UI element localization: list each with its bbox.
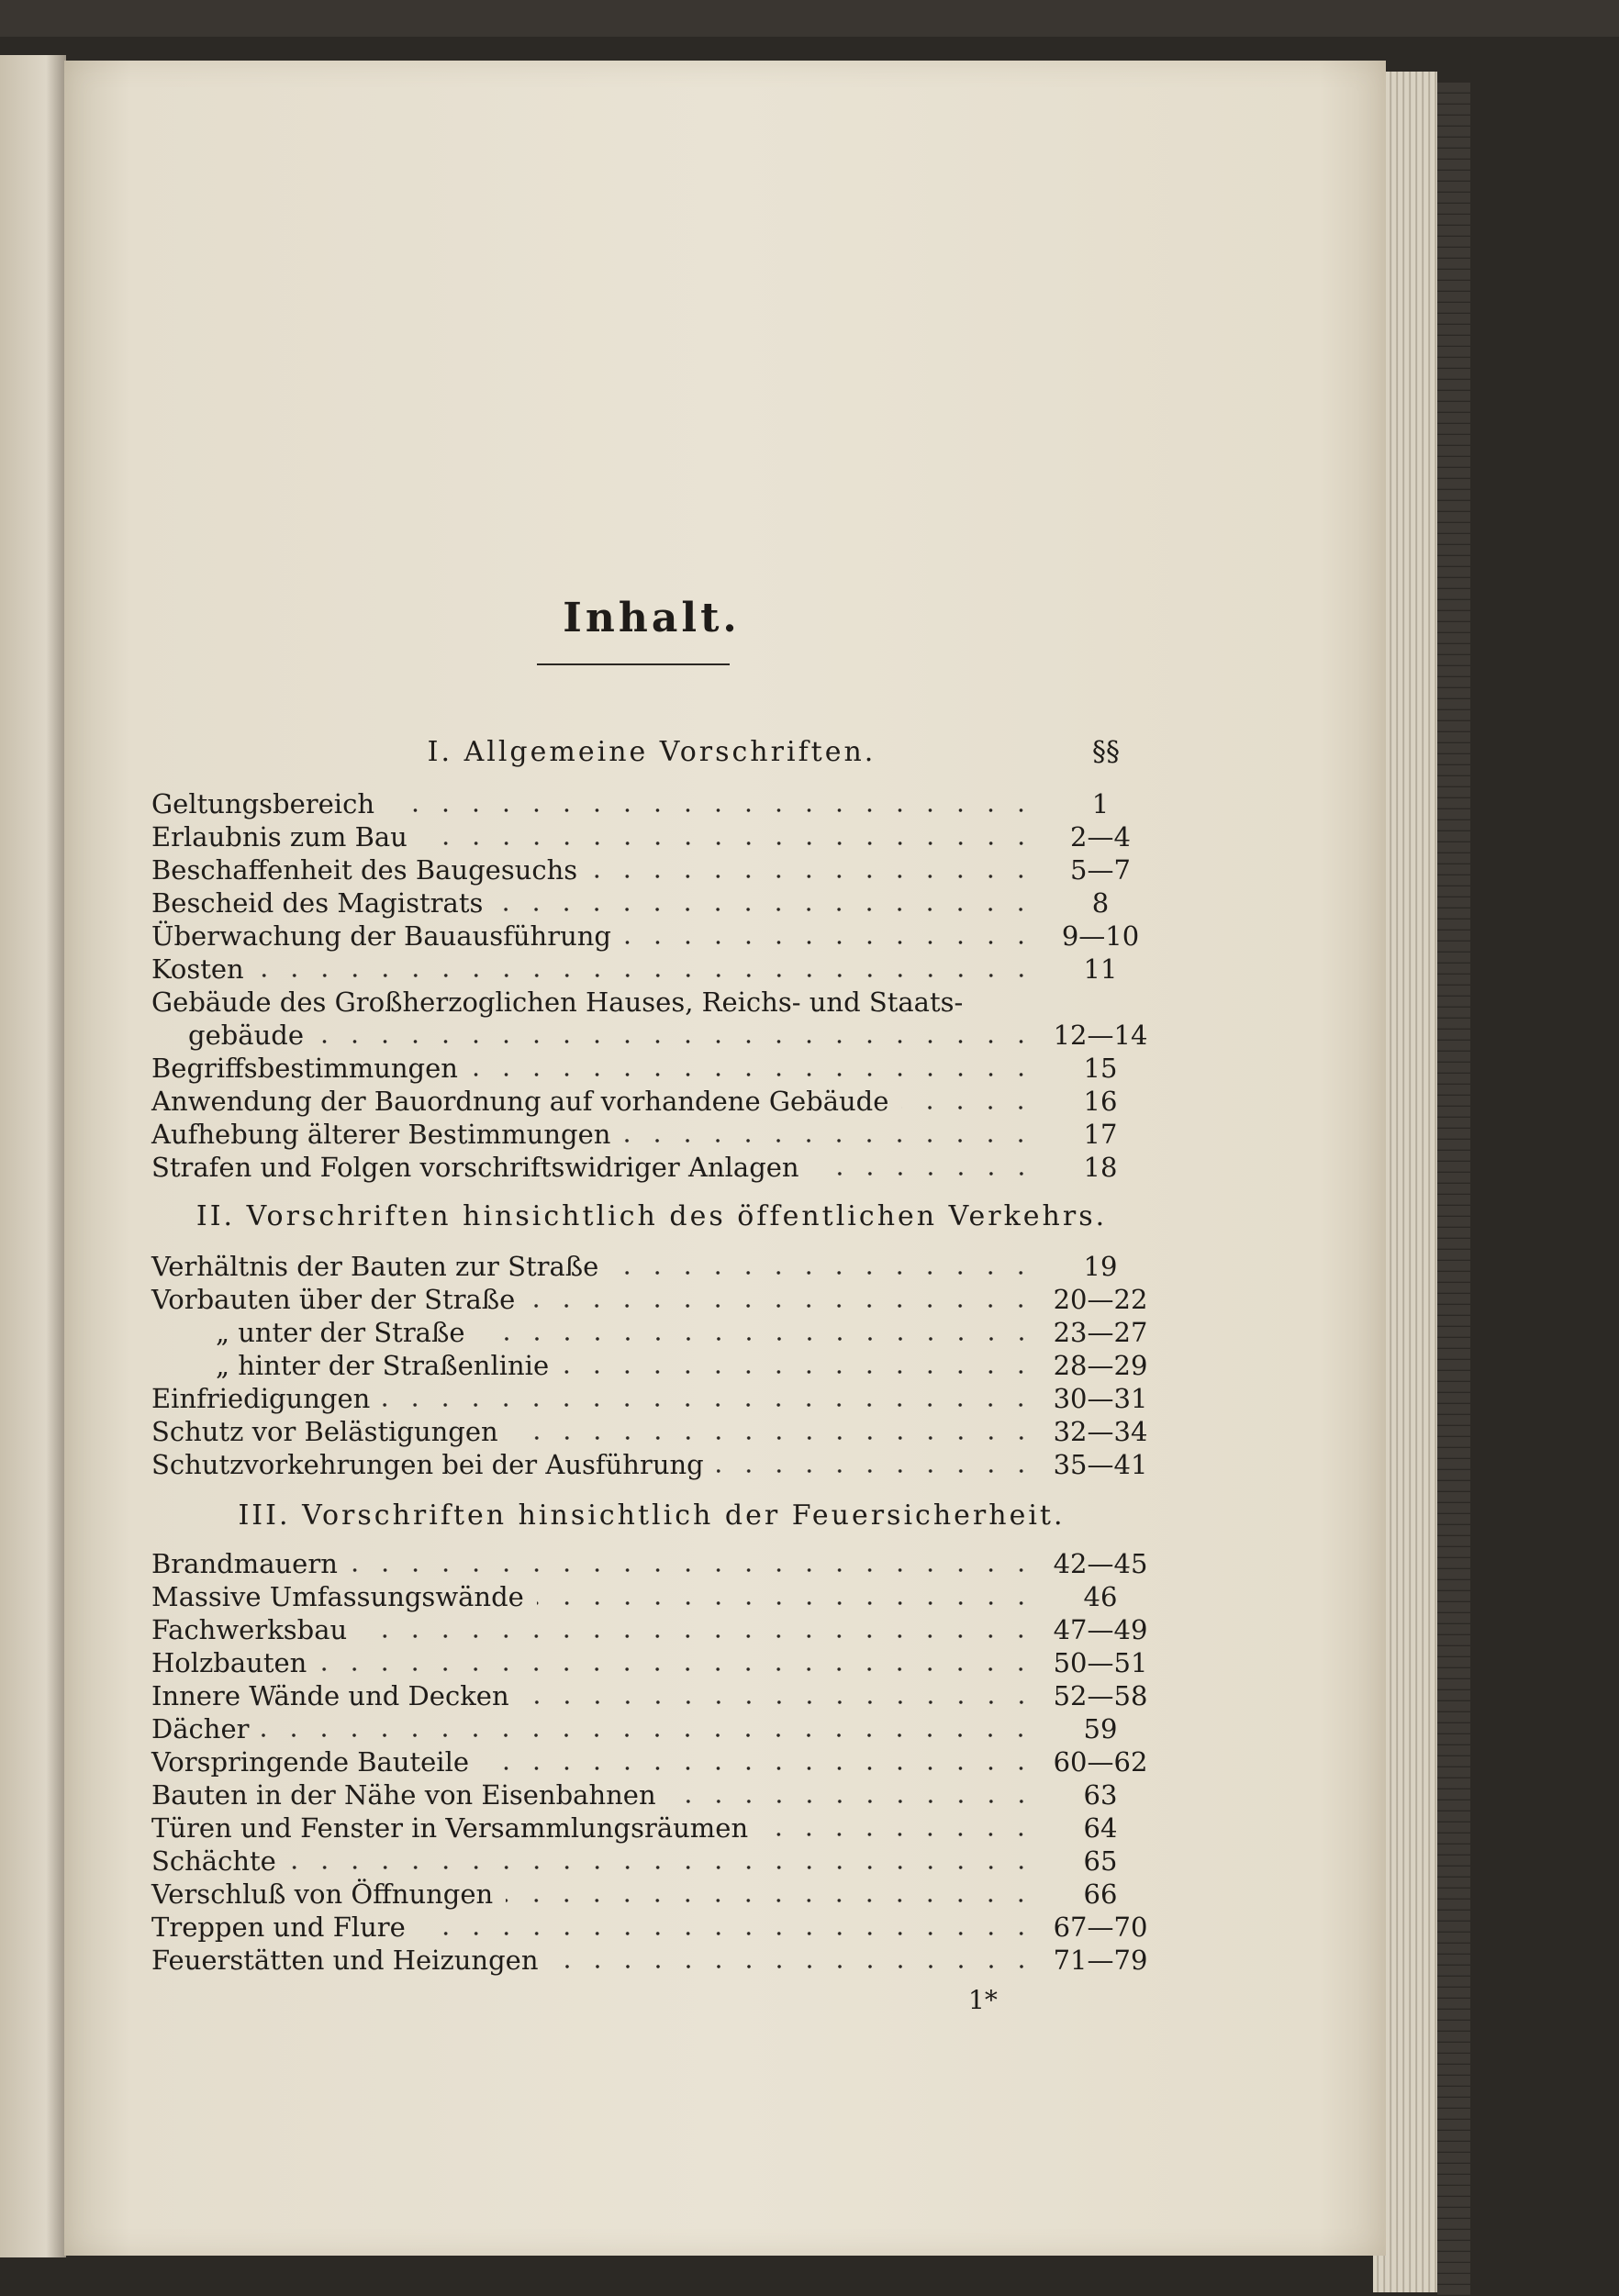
entry-label: Vorbauten über der Straße (151, 1284, 516, 1315)
toc-entry (151, 1151, 1152, 1184)
toc-entry (151, 1547, 1152, 1580)
entry-paragraphs: 28—29 (1053, 1350, 1148, 1381)
toc-entry (151, 1382, 1152, 1415)
toc-entry (151, 1085, 1152, 1118)
dot-leader (387, 808, 1036, 812)
dot-leader (319, 1667, 1036, 1671)
paragraph-column-heading: §§ (1092, 736, 1120, 768)
entry-label: Verschluß von Öffnungen (151, 1878, 494, 1910)
entry-paragraphs: 71—79 (1053, 1945, 1148, 1976)
dot-leader (611, 1271, 1036, 1275)
dot-leader (623, 1139, 1036, 1142)
entry-label: Innere Wände und Decken (151, 1680, 509, 1711)
toc-entry (151, 1316, 1152, 1349)
entry-label-continuation: gebäude (188, 1020, 304, 1051)
toc-entry (151, 1778, 1152, 1811)
entry-label: Vorspringende Bauteile (151, 1746, 470, 1778)
entry-label: Begriffsbestimmungen (151, 1053, 458, 1084)
toc-entry (151, 1415, 1152, 1448)
entry-paragraphs: 64 (1083, 1812, 1118, 1844)
toc-entry (151, 853, 1152, 886)
dot-leader (257, 974, 1036, 977)
toc-entry (151, 1712, 1152, 1745)
toc-entry (151, 1745, 1152, 1778)
toc-entry (151, 1580, 1152, 1613)
entry-label: Bescheid des Magistrats (151, 887, 484, 919)
entry-paragraphs: 42—45 (1053, 1548, 1148, 1579)
entry-label: Türen und Fenster in Versammlungsräumen (151, 1812, 749, 1844)
section-title: I. Allgemeine Vorschriften. (427, 736, 876, 768)
dot-leader (262, 1733, 1036, 1737)
entry-label: Massive Umfassungswände (151, 1581, 524, 1612)
entry-paragraphs: 63 (1083, 1779, 1118, 1811)
toc-entry (151, 1250, 1152, 1283)
dot-leader (590, 875, 1036, 878)
section-heading-3 (151, 1499, 1152, 1533)
dot-leader (360, 1634, 1036, 1638)
entry-paragraphs: 15 (1083, 1053, 1118, 1084)
entry-label: Erlaubnis zum Bau (151, 821, 408, 853)
entry-label: Einfriedigungen (151, 1383, 371, 1414)
entry-paragraphs: 23—27 (1053, 1317, 1148, 1348)
toc-entry (151, 787, 1152, 820)
facing-page-edge (0, 55, 66, 2257)
entry-label: Dächer (151, 1713, 250, 1744)
entry-paragraphs: 46 (1083, 1581, 1118, 1612)
entry-paragraphs: 20—22 (1053, 1284, 1148, 1315)
signature-mark: 1* (968, 1985, 998, 2015)
dot-leader (624, 941, 1036, 944)
dot-leader (901, 1106, 1036, 1109)
dot-leader (761, 1833, 1036, 1836)
entry-paragraphs: 52—58 (1053, 1680, 1148, 1711)
entry-label: Feuerstätten und Heizungen (151, 1945, 539, 1976)
dot-leader (420, 841, 1036, 845)
toc-entry (151, 1944, 1152, 1977)
dot-leader (511, 1436, 1036, 1440)
book-page (64, 61, 1386, 2256)
dot-leader (482, 1767, 1036, 1770)
entry-paragraphs: 32—34 (1053, 1416, 1148, 1447)
entry-paragraphs: 9—10 (1061, 920, 1140, 952)
toc-entry (151, 1646, 1152, 1679)
entry-label: Schutzvorkehrungen bei der Ausführung (151, 1449, 704, 1480)
entry-paragraphs: 60—62 (1053, 1746, 1148, 1778)
toc-entry (151, 953, 1152, 986)
toc-entry (151, 1613, 1152, 1646)
dot-leader (289, 1866, 1036, 1869)
entry-label: Schutz vor Belästigungen (151, 1416, 498, 1447)
dot-leader (812, 1172, 1036, 1176)
entry-label: Überwachung der Bauausführung (151, 920, 612, 952)
dot-leader (351, 1568, 1036, 1572)
entry-paragraphs: 59 (1083, 1713, 1118, 1744)
entry-label: Anwendung der Bauordnung auf vorhandene Gebäude (151, 1086, 889, 1117)
entry-paragraphs: 47—49 (1053, 1614, 1148, 1645)
entry-paragraphs: 12—14 (1053, 1020, 1148, 1051)
toc-entry (151, 1845, 1152, 1878)
dot-leader (506, 1899, 1036, 1902)
dot-leader (552, 1965, 1037, 1968)
toc-entry (151, 1118, 1152, 1151)
toc-entry (151, 1811, 1152, 1845)
entry-paragraphs: 8 (1091, 887, 1110, 919)
section-title: II. Vorschriften hinsichtlich des öffentlichen Verkehrs. (195, 1200, 1108, 1232)
entry-paragraphs: 30—31 (1053, 1383, 1148, 1414)
entry-paragraphs: 35—41 (1053, 1449, 1148, 1480)
entry-paragraphs: 2—4 (1070, 821, 1131, 853)
entry-paragraphs: 16 (1083, 1086, 1118, 1117)
entry-label: Fachwerksbau (151, 1614, 348, 1645)
entry-paragraphs: 18 (1083, 1152, 1118, 1183)
toc-entry (151, 1878, 1152, 1911)
toc-entry (151, 1283, 1152, 1316)
entry-paragraphs: 65 (1083, 1845, 1118, 1877)
dot-leader (562, 1370, 1036, 1374)
entry-label: Aufhebung älterer Bestimmungen (151, 1119, 611, 1150)
page-title: Inhalt. (563, 595, 741, 641)
entry-label: Bauten in der Nähe von Eisenbahnen (151, 1779, 656, 1811)
section-title: III. Vorschriften hinsichtlich der Feuersicherheit. (238, 1499, 1066, 1532)
toc-entry (151, 1911, 1152, 1944)
entry-paragraphs: 5—7 (1070, 854, 1131, 886)
section-heading-1 (151, 736, 1152, 769)
toc-entry (151, 1679, 1152, 1712)
entry-paragraphs: 19 (1083, 1251, 1118, 1282)
entry-label: „ unter der Straße (216, 1317, 465, 1348)
entry-label: Holzbauten (151, 1647, 307, 1678)
toc-entry (151, 1052, 1152, 1085)
dot-leader (537, 1601, 1036, 1605)
entry-label: Brandmauern (151, 1548, 338, 1579)
entry-label: Schächte (151, 1845, 276, 1877)
dot-leader (522, 1700, 1036, 1704)
toc-entry-continuation (151, 1019, 1152, 1052)
toc-entry (151, 920, 1152, 953)
dot-leader (383, 1403, 1036, 1407)
entry-label: Geltungsbereich (151, 788, 375, 819)
toc-entry (151, 820, 1152, 853)
entry-label: Beschaffenheit des Baugesuchs (151, 854, 578, 886)
dot-leader (528, 1304, 1036, 1308)
entry-paragraphs: 67—70 (1053, 1911, 1148, 1943)
section-heading-2 (151, 1200, 1152, 1233)
entry-paragraphs: 1 (1091, 788, 1110, 819)
toc-entry (151, 1448, 1152, 1481)
cover-edge (1437, 83, 1470, 2296)
dot-leader (669, 1800, 1036, 1803)
entry-paragraphs: 50—51 (1053, 1647, 1148, 1678)
dot-leader (471, 1073, 1036, 1076)
toc-entry (151, 886, 1152, 920)
entry-paragraphs: 11 (1083, 953, 1118, 985)
entry-label: Kosten (151, 953, 244, 985)
dot-leader (419, 1932, 1036, 1935)
dot-leader (478, 1337, 1036, 1341)
toc-entry (151, 1349, 1152, 1382)
toc-entry (151, 986, 1152, 1019)
entry-label: Verhältnis der Bauten zur Straße (151, 1251, 599, 1282)
entry-paragraphs: 66 (1083, 1878, 1118, 1910)
entry-label: Gebäude des Großherzoglichen Hauses, Reichs- und Staats- (151, 986, 964, 1018)
title-rule (537, 663, 730, 665)
entry-label: Treppen und Flure (151, 1911, 406, 1943)
dot-leader (317, 1040, 1036, 1043)
entry-label: Strafen und Folgen vorschriftswidriger Anlagen (151, 1152, 799, 1183)
dot-leader (496, 908, 1036, 911)
entry-label: „ hinter der Straßenlinie (216, 1350, 550, 1381)
entry-paragraphs: 17 (1083, 1119, 1118, 1150)
dot-leader (717, 1469, 1036, 1473)
